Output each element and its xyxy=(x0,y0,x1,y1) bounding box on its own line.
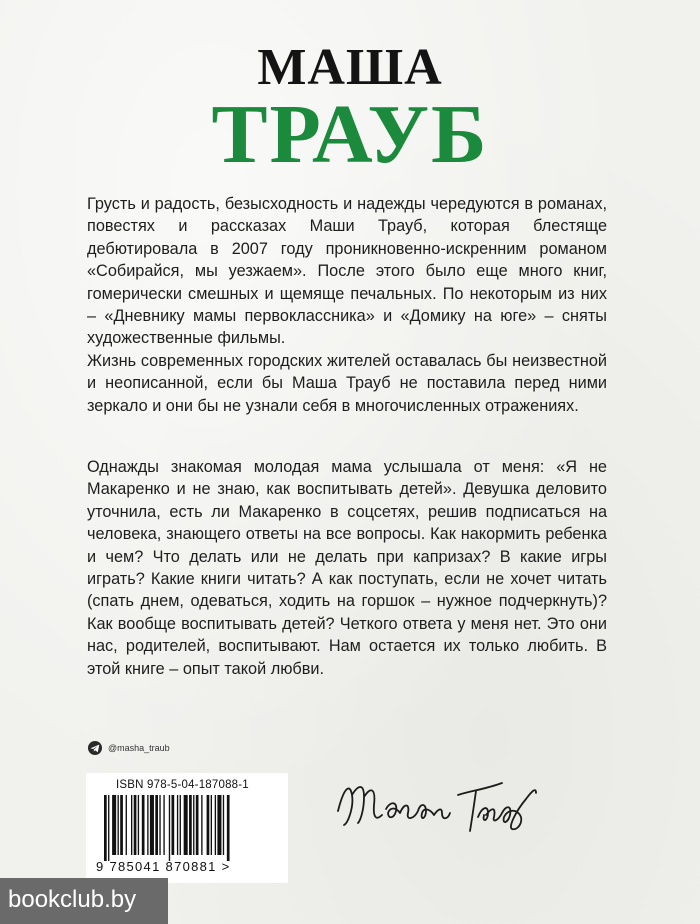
author-last-name: ТРАУБ xyxy=(211,88,489,181)
site-watermark xyxy=(0,878,168,924)
isbn-number: ISBN 978-5-04-187088-1 xyxy=(116,779,249,791)
author-first-name: МАША xyxy=(257,39,443,96)
telegram-handle: @masha_traub xyxy=(108,743,170,753)
barcode-digits: 9 785041 870881 > xyxy=(96,859,231,874)
isbn-barcode-box xyxy=(86,773,288,883)
blurb-block-2 xyxy=(87,456,607,680)
blurb-paragraph-2: Жизнь современных городских жителей оставалась бы неизвестной и неописанной, если бы Маша Трауб не поставила перед ними зеркало и они бы не узнали себя в многочисленных отражениях. xyxy=(87,351,607,415)
telegram-icon xyxy=(88,741,102,755)
blurb-block-1 xyxy=(87,193,607,417)
blurb-paragraph-3: Однажды знакомая молодая мама услышала от меня: «Я не Макаренко и не знаю, как воспитывать детей». Девушка деловито уточнила, есть ли Макаренко в соцсетях, решив подписаться на человека, знающего ответы на все вопросы. Как накормить ребенка и чем? Что делать или не делать при капризах? В какие игры играть? Какие книги читать? А как поступать, если не хочет читать (спать днем, одеваться, ходить на горшок – нужное подчеркнуть)? Как вообще воспитывать детей? Четкого ответа у меня нет. Это они нас, родителей, воспитывают. Нам остается их только любить. В этой книге – опыт такой любви. xyxy=(87,458,607,678)
watermark-text: bookclub.by xyxy=(8,886,137,913)
telegram-link[interactable] xyxy=(88,740,170,756)
blurb-paragraph-1: Грусть и радость, безысходность и надежды чередуются в романах, повестях и рассказах Маши Трауб, которая блестяще дебютировала в 2007 году проникновенно-искренним романом «Собирайся, мы уезжаем». После этого было еще много книг, гомерически смешных и щемяще печальных. По некоторым из них – «Дневнику мамы первоклассника» и «Домику на юге» – сняты художественные фильмы. xyxy=(87,195,607,348)
author-signature xyxy=(330,765,560,845)
barcode xyxy=(100,795,276,861)
